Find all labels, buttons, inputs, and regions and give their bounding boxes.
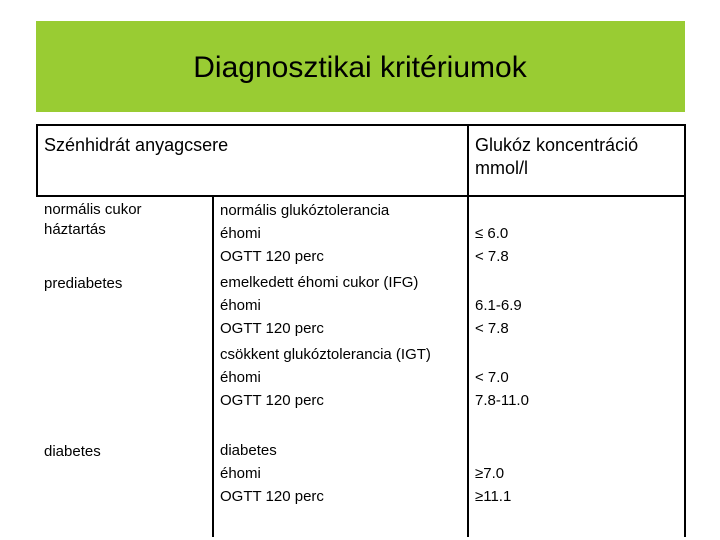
row-normal-values: ≤ 6.0 < 7.8 (475, 225, 509, 265)
table-left-border (36, 124, 38, 197)
header-bottom-border (36, 195, 686, 197)
page-title: Diagnosztikai kritériumok (193, 51, 527, 84)
row-prediabetes-category: prediabetes (44, 275, 123, 292)
row-diabetes-values: ≥7.0 ≥11.1 (475, 465, 512, 505)
row-ifg-values: 6.1-6.9 < 7.8 (475, 297, 522, 337)
header-carbohydrate-metabolism: Szénhidrát anyagcsere (44, 135, 229, 155)
row-normal-category: normális cukor háztartás (44, 201, 142, 238)
row-normal-tests: normális glukóztolerancia éhomi OGTT 120 perc (220, 202, 390, 265)
header-glucose-concentration: Glukóz koncentráció mmol/l (475, 135, 639, 178)
table-top-border (36, 124, 686, 126)
row-igt-tests: csökkent glukóztolerancia (IGT) éhomi OGTT 120 perc (220, 346, 431, 409)
row-ifg-tests: emelkedett éhomi cukor (IFG) éhomi OGTT 120 perc (220, 274, 419, 337)
column-divider-3 (467, 124, 469, 537)
row-igt-values: < 7.0 7.8-11.0 (475, 369, 529, 409)
row-diabetes-category: diabetes (44, 443, 101, 460)
column-divider-2 (212, 197, 214, 537)
row-diabetes-tests: diabetes éhomi OGTT 120 perc (220, 442, 324, 505)
table-right-border (684, 124, 686, 537)
